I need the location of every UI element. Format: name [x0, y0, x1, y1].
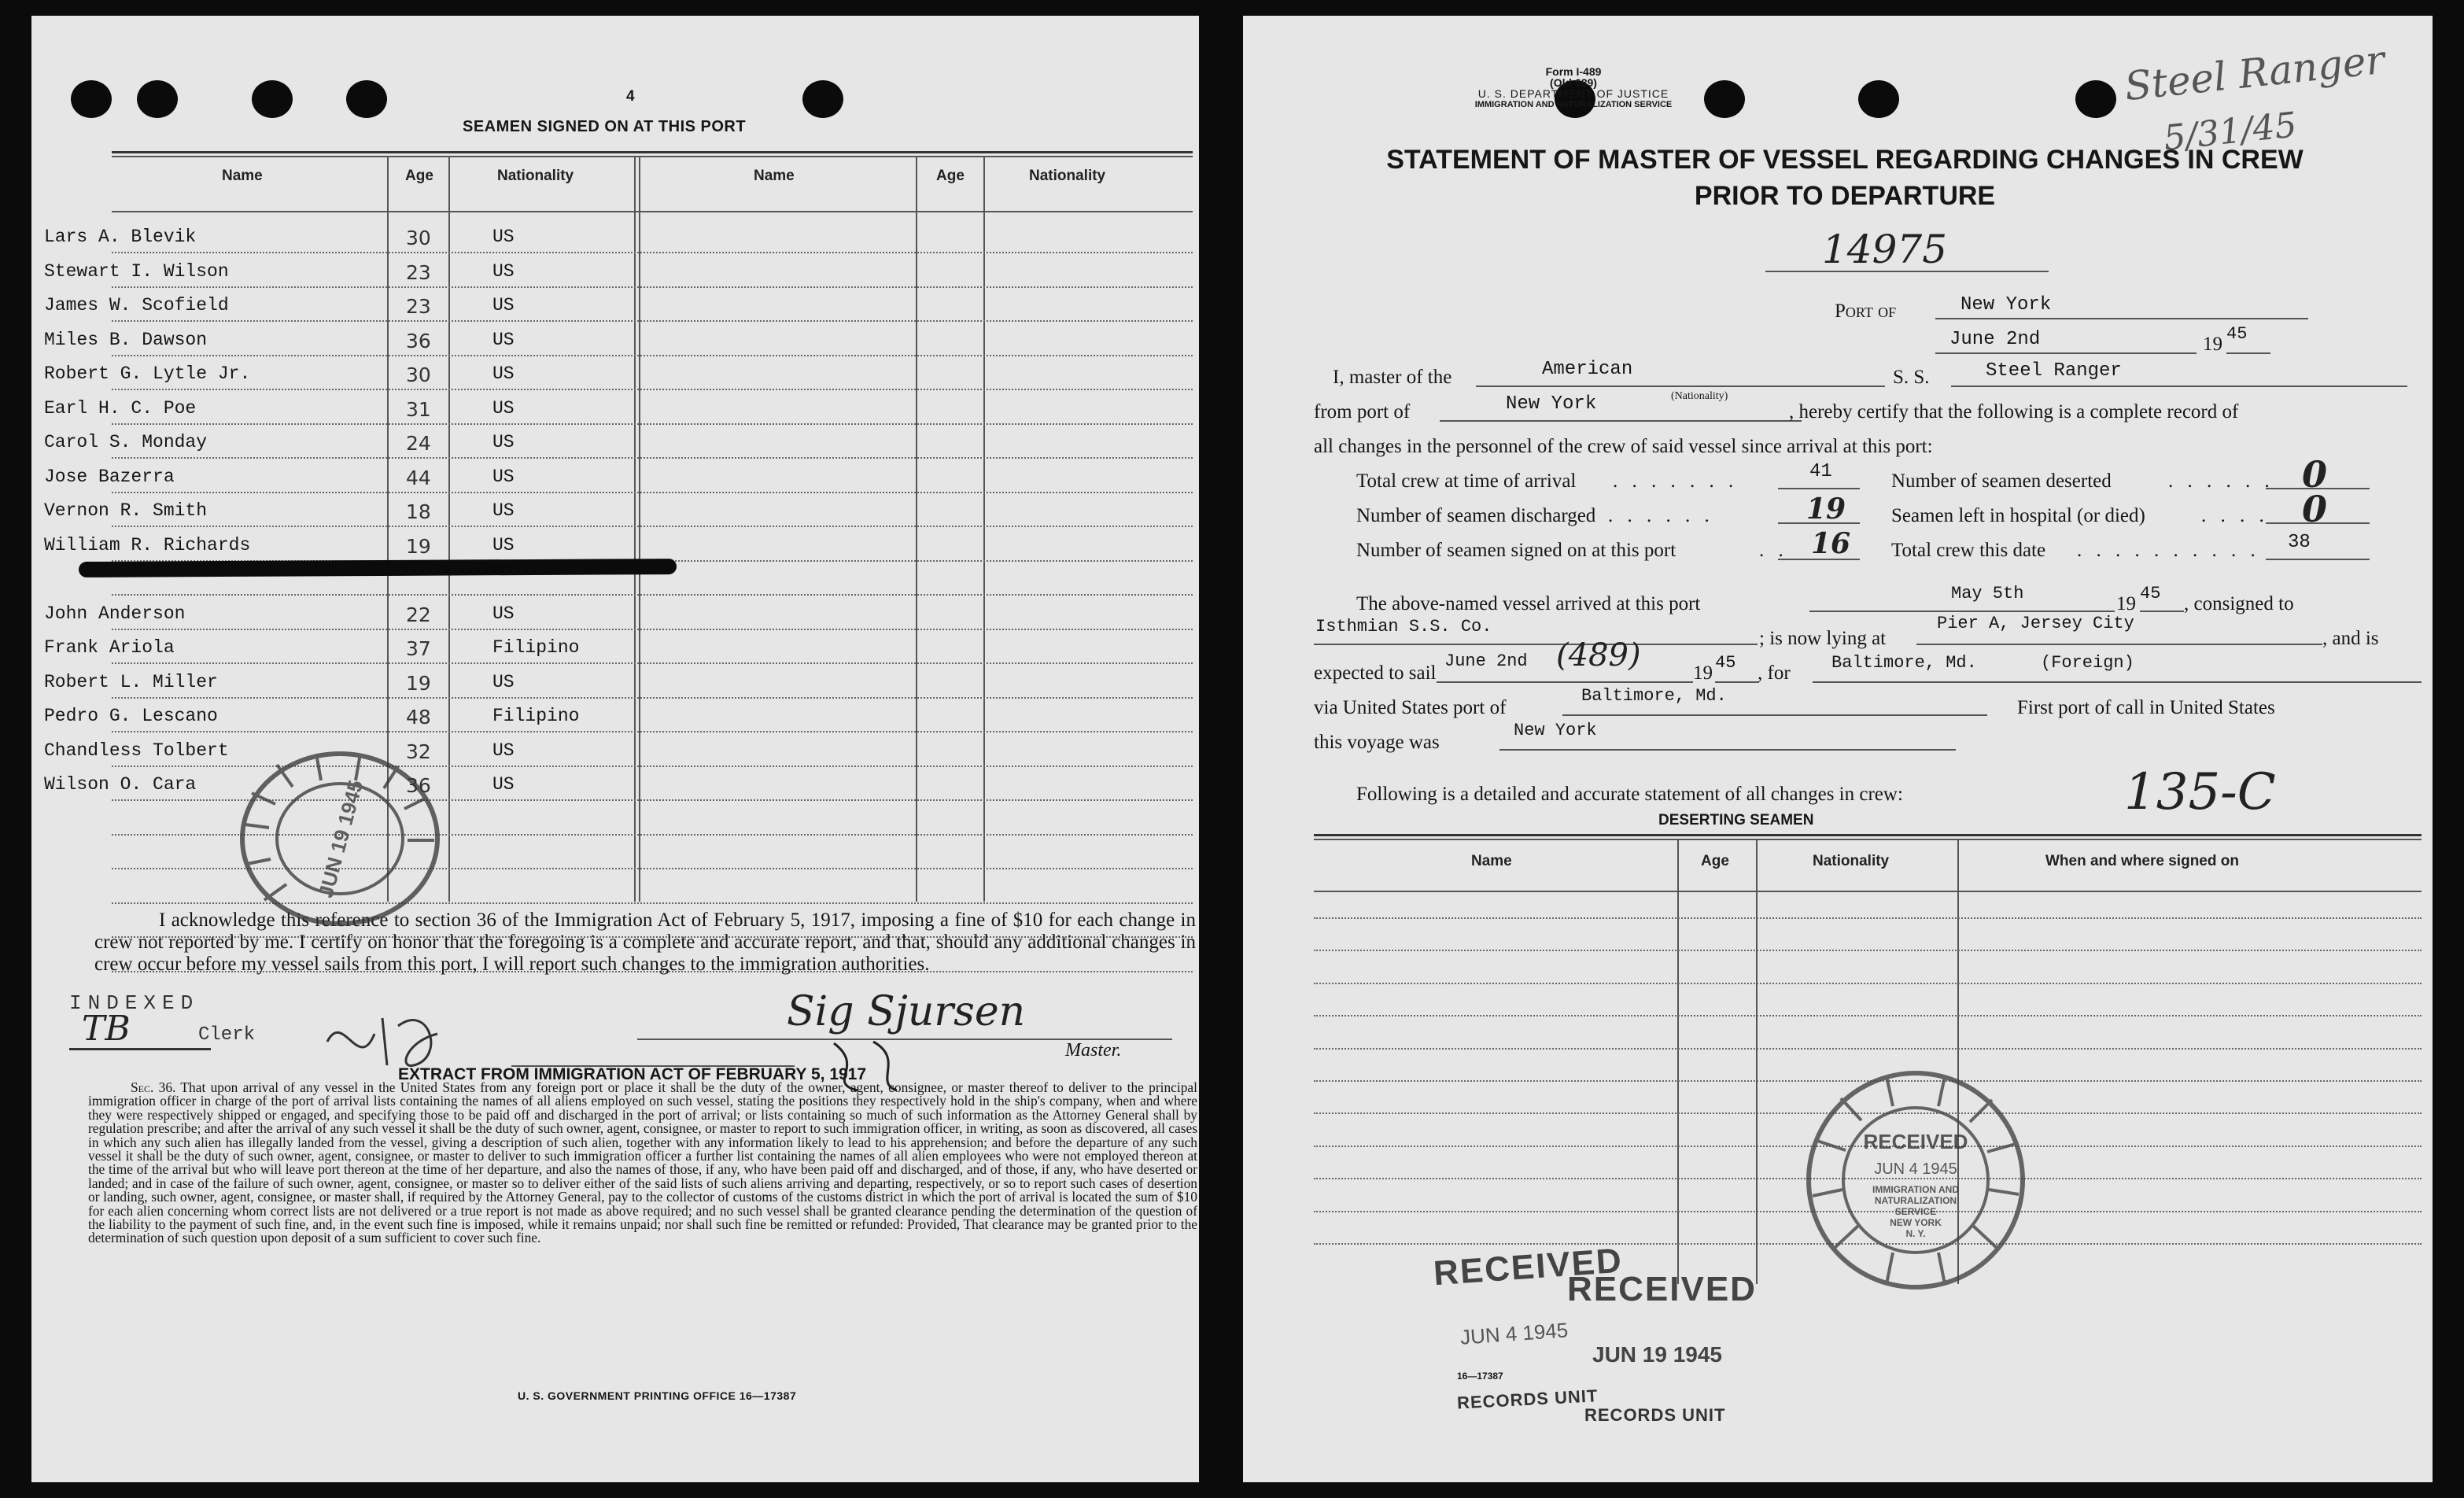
column-header-nationality: Nationality: [1029, 168, 1106, 184]
round-received-stamp: [1794, 1062, 2038, 1298]
page-number: 4: [626, 88, 635, 105]
printing-office-line: U. S. GOVERNMENT PRINTING OFFICE 16—17387: [518, 1389, 797, 1402]
form-old-number: (Old 689): [1550, 76, 1597, 89]
sail-year-line: [1715, 681, 1759, 683]
punch-hole: [252, 80, 293, 118]
vessel-line: [1951, 386, 2407, 387]
deserting-header-name: Name: [1471, 853, 1512, 869]
column-divider: [639, 156, 640, 902]
deserting-table-top-rule: [1314, 839, 2422, 840]
column-header-age: Age: [936, 168, 965, 184]
discharged-label: Number of seamen discharged: [1356, 505, 1596, 526]
from-port-line: [1440, 420, 1802, 422]
arrived-date: May 5th: [1951, 584, 2024, 603]
consignee-line: [1314, 644, 1758, 645]
deserting-row-rule: [1314, 917, 2422, 919]
column-header-name: Name: [754, 168, 795, 184]
port-line: [1935, 318, 2308, 319]
pier-value: Pier A, Jersey City: [1937, 614, 2134, 633]
received-stamp: RECEIVED: [1567, 1270, 1757, 1308]
deserted-label: Number of seamen deserted: [1891, 470, 2112, 492]
crew-name: John Anderson: [44, 603, 186, 624]
crew-name: James W. Scofield: [44, 295, 229, 315]
sail-date: June 2nd: [1444, 651, 1528, 671]
crew-name: Miles B. Dawson: [44, 329, 208, 350]
crew-nationality: US: [492, 500, 515, 521]
crew-name: William R. Richards: [44, 534, 251, 555]
table-row-rule: [112, 662, 1193, 664]
crew-nationality: Filipino: [492, 706, 580, 726]
for-label: , for: [1758, 662, 1791, 684]
table-row-rule: [112, 629, 1193, 630]
deserted-value: 0: [2302, 453, 2328, 496]
crew-nationality: US: [492, 603, 515, 624]
crew-name: Vernon R. Smith: [44, 500, 208, 521]
crew-nationality: US: [492, 295, 515, 315]
from-port-value: New York: [1506, 393, 1597, 415]
table-row-rule: [112, 423, 1193, 425]
date-line: [1935, 352, 2197, 354]
handwritten-code: 135-C: [2124, 763, 2276, 821]
master-of-label: I, master of the: [1333, 367, 1452, 388]
port-of-label: Port of: [1835, 301, 1897, 322]
indexed-stamp: INDEXED: [69, 991, 200, 1015]
crew-name: Wilson O. Cara: [44, 774, 197, 795]
pier-line: [1916, 644, 2322, 645]
voyage-value: New York: [1514, 721, 1597, 740]
arrived-year-prefix: 19: [2116, 593, 2136, 614]
total-crew-date-label: Total crew this date: [1891, 540, 2046, 561]
lying-at-label: ; is now lying at: [1759, 628, 1887, 649]
crew-name: Pedro G. Lescano: [44, 706, 218, 726]
punch-hole: [2075, 80, 2116, 118]
deserting-header-rule: [1314, 891, 2422, 892]
nationality-value: American: [1542, 359, 1633, 380]
column-divider: [983, 156, 985, 902]
crew-nationality: US: [492, 466, 515, 487]
received-stamp: RECEIVED: [1432, 1241, 1625, 1293]
leader-dots: . . . . . .: [2168, 470, 2274, 492]
crew-nationality: US: [492, 227, 515, 247]
sail-date-line: [1437, 681, 1693, 683]
table-row-rule: [112, 457, 1193, 459]
date-value: June 2nd: [1949, 329, 2041, 350]
sail-year: 45: [1715, 653, 1736, 673]
arrived-text: The above-named vessel arrived at this port: [1356, 593, 1701, 614]
crew-name: Stewart I. Wilson: [44, 260, 229, 282]
total-crew-arrival-label: Total crew at time of arrival: [1356, 470, 1577, 492]
signed-on-value: 16: [1811, 527, 1851, 560]
acknowledgement-text: I acknowledge this reference to section 36 of the Immigration Act of February 5, 1917, imposing a fine of $10 for each change in crew not reported by me. I certify on honor that the foregoing is a complete and accurate report, and that, should any additional changes in crew occur before my vessel sails from this port, I will report such changes to the immigration authorities.: [94, 910, 1196, 975]
round-stamp-received: RECEIVED: [1863, 1130, 1968, 1153]
clerk-initials: TB: [82, 1009, 131, 1049]
table-row-rule: [112, 389, 1193, 390]
discharged-line: [1778, 522, 1860, 524]
leader-dots: . . . . . . . . . .: [2077, 540, 2260, 561]
punch-hole: [346, 80, 387, 118]
crew-name: Robert L. Miller: [44, 671, 218, 692]
department-name: U. S. DEPARTMENT OF JUSTICE: [1477, 87, 1669, 100]
crew-age: 30: [406, 363, 431, 386]
table-header-rule: [112, 211, 1193, 212]
expected-label: expected to sail: [1314, 662, 1437, 684]
first-port-label: First port of call in United States: [2017, 697, 2275, 718]
punch-hole: [71, 80, 112, 118]
arrived-date-line: [1809, 611, 2115, 612]
form-code: 16—17387: [1457, 1371, 1503, 1382]
year-line: [2226, 352, 2270, 354]
received-stamp-date: JUN 4 1945: [1459, 1318, 1570, 1349]
handwritten-vessel-name: Steel Ranger: [2122, 36, 2387, 110]
crew-nationality: US: [492, 740, 515, 761]
year-prefix: 19: [2203, 334, 2222, 355]
crew-age: 23: [406, 295, 431, 318]
total-crew-arrival-line: [1778, 488, 1860, 489]
table-row-rule: [112, 697, 1193, 699]
table-row-rule: [112, 320, 1193, 322]
column-divider: [1756, 839, 1758, 1284]
crew-age: 32: [406, 740, 431, 763]
crew-name: Earl H. C. Poe: [44, 397, 197, 419]
hospital-value: 0: [2302, 488, 2328, 530]
destination-note: (Foreign): [2041, 653, 2134, 673]
discharged-value: 19: [1806, 493, 1846, 526]
table-row-rule: [112, 594, 1193, 596]
crew-name: Frank Ariola: [44, 637, 175, 658]
section-36-text: [88, 1081, 1197, 1245]
voyage-line: [1499, 749, 1956, 751]
crew-age: 36: [406, 774, 431, 797]
table-row-rule: [112, 252, 1193, 253]
column-header-nationality: Nationality: [497, 168, 574, 184]
signed-on-label: Number of seamen signed on at this port: [1356, 540, 1676, 561]
section-label: Sec. 36.: [131, 1079, 176, 1095]
crew-nationality: US: [492, 671, 515, 692]
form-header: [1408, 66, 1739, 110]
crew-age: 22: [406, 603, 431, 626]
round-stamp-line: NATURALIZATION: [1874, 1195, 1957, 1206]
round-date-stamp: [230, 746, 450, 935]
round-stamp-line: N. Y.: [1905, 1228, 1926, 1239]
ss-label: S. S.: [1893, 367, 1930, 388]
deserting-table-top-rule: [1314, 834, 2422, 836]
round-stamp-line: NEW YORK: [1890, 1217, 1942, 1228]
crew-age: 30: [406, 227, 431, 249]
deserting-header-nationality: Nationality: [1813, 853, 1890, 869]
crew-name: Robert G. Lytle Jr.: [44, 363, 251, 384]
round-stamp-line: SERVICE: [1894, 1206, 1937, 1217]
deserting-header-signed-on: When and where signed on: [2045, 853, 2239, 869]
column-header-age: Age: [405, 168, 433, 184]
crew-age: 31: [406, 397, 431, 421]
voyage-label: this voyage was: [1314, 732, 1440, 753]
sail-note: (489): [1556, 637, 1641, 673]
destination-line: [1813, 681, 2422, 683]
extract-title: EXTRACT FROM IMMIGRATION ACT OF FEBRUARY 5, 1917: [398, 1065, 867, 1083]
title-line-1: STATEMENT OF MASTER OF VESSEL REGARDING CHANGES IN CREW: [1386, 145, 2304, 175]
punch-hole: [802, 80, 843, 118]
table-top-rule: [112, 156, 1193, 157]
left-page: [31, 16, 1199, 1482]
from-port-label: from port of: [1314, 401, 1411, 422]
crew-nationality: US: [492, 363, 515, 384]
punch-hole: [1858, 80, 1899, 118]
signed-on-line: [1778, 559, 1860, 560]
certify-text: , hereby certify that the following is a complete record of: [1789, 401, 2239, 422]
table-row-rule: [112, 286, 1193, 288]
crew-nationality: US: [492, 329, 515, 350]
crew-age: 37: [406, 637, 431, 660]
handwritten-date: 5/31/45: [2161, 105, 2299, 159]
leader-dots: . . . . . . .: [1613, 470, 1739, 492]
redaction-bar: [79, 559, 677, 577]
deserting-row-rule: [1314, 1015, 2422, 1016]
consignee-value: Isthmian S.S. Co.: [1315, 617, 1492, 636]
records-unit-stamp: RECORDS UNIT: [1456, 1385, 1599, 1413]
via-label: via United States port of: [1314, 697, 1507, 718]
all-changes-text: all changes in the personnel of the crew of said vessel since arrival at this port:: [1314, 436, 1933, 457]
file-number: 14975: [1822, 227, 1948, 272]
total-crew-date-line: [2266, 559, 2370, 560]
column-divider: [1677, 839, 1679, 1284]
title-line-2: PRIOR TO DEPARTURE: [1694, 181, 1996, 211]
crew-age: 44: [406, 466, 431, 489]
crew-age: 48: [406, 706, 431, 729]
master-label: Master.: [1065, 1040, 1122, 1061]
column-divider: [916, 156, 917, 902]
form-title: [1243, 142, 2433, 214]
vessel-value: Steel Ranger: [1986, 360, 2122, 382]
via-port-line: [1562, 714, 1987, 716]
master-signature: Sig Sjursen: [787, 988, 1026, 1035]
table-row-rule: [112, 526, 1193, 527]
round-stamp-date: JUN 4 1945: [1874, 1160, 1957, 1178]
crew-nationality: US: [492, 432, 515, 452]
following-text: Following is a detailed and accurate statement of all changes in crew:: [1356, 784, 1903, 805]
crew-nationality: US: [492, 260, 515, 282]
punch-hole: [137, 80, 178, 118]
arrived-year-line: [2140, 611, 2184, 612]
sail-note-number: 489: [1568, 637, 1629, 673]
crew-nationality: US: [492, 397, 515, 419]
arrived-year: 45: [2140, 584, 2161, 603]
port-value: New York: [1961, 294, 2052, 315]
table-row-rule: [112, 492, 1193, 493]
total-crew-date-value: 38: [2288, 532, 2311, 553]
crew-nationality: Filipino: [492, 637, 580, 658]
crew-name: Jose Bazerra: [44, 466, 175, 487]
section-body: That upon arrival of any vessel in the United States from any foreign port or place it shall be the duty of the owner, agent, consignee, or master thereof to deliver to the principal immigration officer in charge of the port of arrival lists containing the names of all aliens employed on such vessel, stating the positions they respectively hold in the ship's company, when and where they were respectively shipped or engaged, and specifying those to be paid off and discharged in the port of arrival; or lists containing so much of such information as the Attorney General shall by regulation prescribe; and after the arrival of any such vessel it shall be the duty of such owner, agent, consignee, or master to report to such immigration officer, in writing, as soon as discovered, all cases in which any such alien has illegally landed from the vessel, giving a description of such alien, together with any information likely to lead to his apprehension; and before the departure of any such vessel it shall be the duty of such owner, agent, consignee, or master to deliver to such immigration officer a further list containing the names of all alien employees who were not employed thereon at the time of the arrival but who will leave port thereon at the time of her departure, and also the names of those, if any, who have been paid off and discharged, and of those, if any, who have deserted or landed; and in case of the failure of such owner, agent, consignee, or master so to deliver either of the said lists of such aliens arriving and departing, respectively, or so to report such cases of desertion or landing, such owner, agent, consignee, or master shall, if required by the Attorney General, pay to the collector of customs of the customs district in which the port of arrival is located the sum of $10 for each alien concerning whom correct lists are not delivered or a true report is not made as above required; and no such vessel shall be granted clearance pending the determination of the question of the liability to the payment of such fine, and, in the event such fine is imposed, while it remains unpaid; nor shall such fine be remitted or refunded: Provided, That clearance may be granted prior to the determination of such question upon deposit of a sum sufficient to cover such fine.: [88, 1079, 1197, 1246]
hospital-label: Seamen left in hospital (or died): [1891, 505, 2145, 526]
crew-nationality: US: [492, 534, 515, 555]
service-name: IMMIGRATION AND NATURALIZATION SERVICE: [1474, 100, 1673, 109]
crew-age: 23: [406, 260, 431, 284]
received-stamp-date: JUN 19 1945: [1592, 1342, 1723, 1367]
sail-year-prefix: 19: [1693, 662, 1713, 684]
deserting-row-rule: [1314, 1048, 2422, 1050]
left-stamp-date: JUN 19 1945: [313, 777, 368, 901]
table-top-rule: [112, 151, 1193, 153]
right-page: [1243, 16, 2433, 1482]
deserting-row-rule: [1314, 950, 2422, 951]
crew-age: 18: [406, 500, 431, 523]
and-is-label: , and is: [2322, 628, 2379, 649]
hospital-line: [2266, 522, 2370, 524]
crew-nationality: US: [492, 774, 515, 795]
round-stamp-line: IMMIGRATION AND: [1872, 1184, 1959, 1195]
table-row-rule: [112, 355, 1193, 356]
deserting-row-rule: [1314, 983, 2422, 984]
crew-age: 19: [406, 534, 431, 558]
crew-name: Chandless Tolbert: [44, 740, 229, 761]
destination-value: Baltimore, Md.: [1831, 653, 1977, 673]
file-number-line: [1765, 271, 2049, 272]
column-header-name: Name: [222, 168, 263, 184]
crew-age: 19: [406, 671, 431, 695]
crew-age: 24: [406, 432, 431, 455]
via-port-value: Baltimore, Md.: [1581, 686, 1727, 706]
crew-name: Carol S. Monday: [44, 432, 208, 452]
year-value: 45: [2226, 324, 2248, 344]
records-unit-stamp: RECORDS UNIT: [1584, 1405, 1726, 1425]
crew-age: 36: [406, 329, 431, 352]
leader-dots: . .: [1759, 540, 1788, 561]
nationality-line: [1476, 386, 1885, 387]
clerk-underline: [69, 1048, 211, 1050]
leader-dots: . . . . . .: [1608, 505, 1714, 526]
clerk-label: Clerk: [198, 1024, 256, 1046]
consigned-to-label: , consigned to: [2184, 593, 2294, 614]
total-crew-arrival-value: 41: [1809, 461, 1832, 482]
crew-name: Lars A. Blevik: [44, 227, 197, 247]
form-number: Form I-489: [1545, 65, 1602, 78]
column-divider: [634, 156, 636, 902]
table-row-rule: [112, 731, 1193, 732]
deserting-seamen-title: DESERTING SEAMEN: [1658, 812, 1814, 828]
leader-dots: . . . .: [2201, 505, 2269, 526]
deserting-header-age: Age: [1701, 853, 1729, 869]
nationality-caption: (Nationality): [1671, 390, 1728, 402]
seamen-signed-title: SEAMEN SIGNED ON AT THIS PORT: [463, 118, 747, 135]
